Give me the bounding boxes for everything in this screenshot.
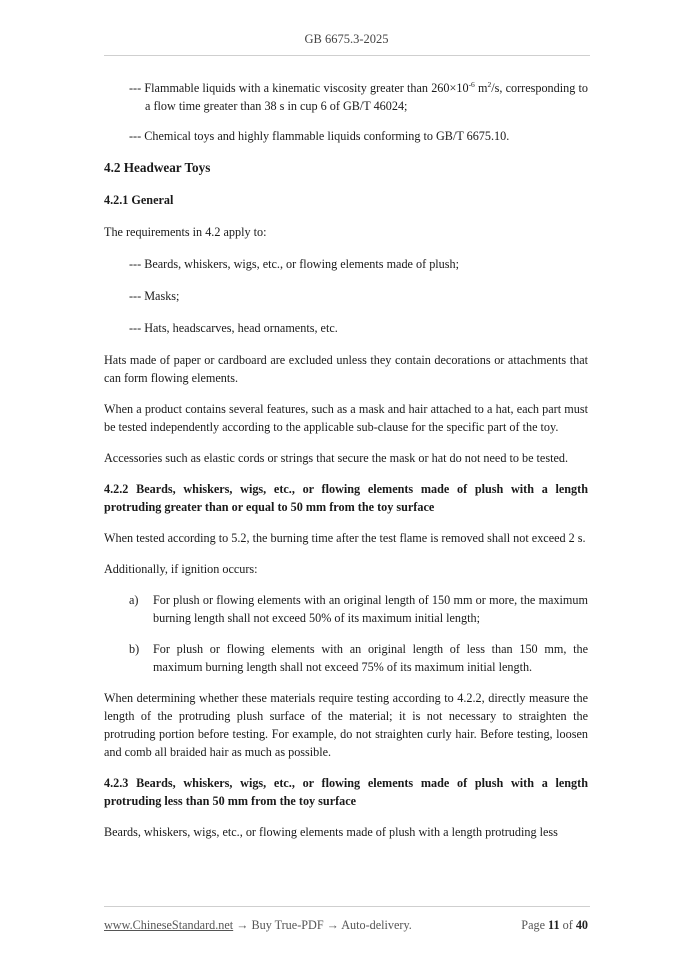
page-label: Page: [521, 918, 545, 932]
section-heading-4-2-2: 4.2.2 Beards, whiskers, wigs, etc., or flowing elements made of plush with a length protruding greater than or equal to 50 mm from the toy surface: [104, 482, 588, 514]
item-text: m: [474, 81, 488, 95]
list-item: [104, 127, 588, 145]
footer-divider: [104, 906, 590, 907]
list-marker: b): [129, 642, 140, 656]
header-divider: [104, 55, 590, 56]
section-heading-4-2: 4.2 Headwear Toys: [104, 160, 211, 175]
page-number: 11: [548, 918, 560, 932]
buy-link[interactable]: Buy True-PDF: [251, 918, 324, 932]
page-total: 40: [575, 918, 588, 932]
paragraph: Additionally, if ignition occurs:: [104, 562, 258, 576]
section-heading-4-2-3: 4.2.3 Beards, whiskers, wigs, etc., or flowing elements made of plush with a length protruding less than 50 mm from the toy surface: [104, 776, 588, 808]
list-item: [104, 79, 588, 115]
page-header: GB 6675.3-2025: [304, 32, 389, 46]
item-text: Flammable liquids with a kinematic viscosity greater than 260×10: [144, 81, 469, 95]
dash-marker: ---: [129, 129, 142, 143]
list-item: --- Hats, headscarves, head ornaments, etc.: [129, 321, 338, 335]
page-indicator: [521, 918, 588, 933]
dash-marker: ---: [129, 81, 142, 95]
paragraph: Hats made of paper or cardboard are excluded unless they contain decorations or attachments that can form flowing elements.: [104, 353, 588, 385]
list-item: --- Masks;: [129, 289, 180, 303]
item-text: Chemical toys and highly flammable liquids conforming to GB/T 6675.10.: [144, 129, 510, 143]
paragraph: When determining whether these materials require testing according to 4.2.2, directly measure the length of the protruding plush surface of the material; it is not necessary to straighten the protruding portion before testing. For example, do not straighten curly hair. Before testing, loosen and comb all braided hair as much as possible.: [104, 691, 588, 759]
item-text: /s, corresponding to a flow time greater than 38 s in cup 6 of GB/T 46024;: [145, 81, 588, 113]
paragraph: When tested according to 5.2, the burning time after the test flame is removed shall not exceed 2 s.: [104, 531, 586, 545]
delivery-text: Auto-delivery.: [341, 918, 412, 932]
list-text: For plush or flowing elements with an original length of 150 mm or more, the maximum burning length shall not exceed 50% of its maximum initial length;: [153, 593, 588, 625]
of-label: of: [562, 918, 573, 932]
list-item-a: [104, 591, 588, 627]
paragraph: When a product contains several features, such as a mask and hair attached to a hat, each part must be tested independently according to the applicable sub-clause for the specific part of the toy.: [104, 402, 588, 434]
arrow-icon: →: [326, 918, 339, 932]
superscript: -6: [468, 79, 475, 89]
arrow-icon: →: [236, 918, 249, 932]
paragraph: Accessories such as elastic cords or strings that secure the mask or hat do not need to be tested.: [104, 451, 569, 465]
footer-links: [104, 918, 412, 933]
site-link[interactable]: www.ChineseStandard.net: [104, 918, 234, 932]
section-heading-4-2-1: 4.2.1 General: [104, 193, 174, 207]
list-item-b: [104, 640, 588, 676]
list-item: --- Beards, whiskers, wigs, etc., or flowing elements made of plush;: [129, 257, 460, 271]
paragraph: The requirements in 4.2 apply to:: [104, 225, 267, 239]
superscript: 2: [487, 79, 492, 89]
list-marker: a): [129, 593, 139, 607]
list-text: For plush or flowing elements with an original length of less than 150 mm, the maximum burning length shall not exceed 75% of its maximum initial length.: [153, 642, 588, 674]
document-body: [104, 79, 588, 841]
paragraph: Beards, whiskers, wigs, etc., or flowing elements made of plush with a length protruding less: [104, 825, 558, 839]
